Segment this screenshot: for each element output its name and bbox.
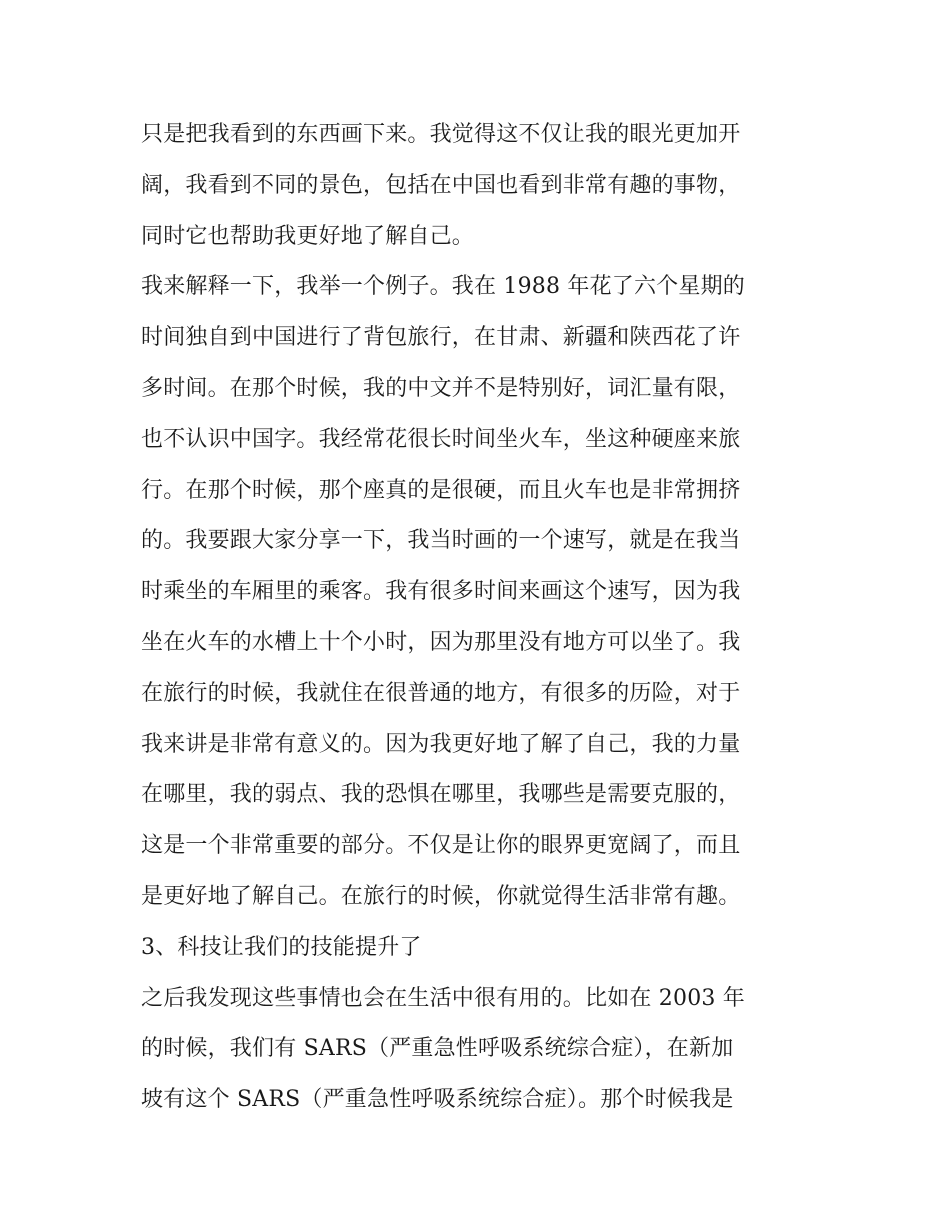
text-line: 这是一个非常重要的部分。不仅是让你的眼界更宽阔了，而且 [141, 833, 741, 859]
text-line: 我来解释一下，我举一个例子。我在 1988 年花了六个星期的 [141, 274, 745, 300]
section-heading: 3、科技让我们的技能提升了 [141, 934, 422, 960]
text-line: 之后我发现这些事情也会在生活中很有用的。比如在 2003 年 [141, 985, 745, 1011]
text-line: 阔，我看到不同的景色，包括在中国也看到非常有趣的事物， [141, 172, 741, 198]
text-line: 在旅行的时候，我就住在很普通的地方，有很多的历险，对于 [141, 680, 741, 706]
text-line: 多时间。在那个时候，我的中文并不是特别好，词汇量有限， [141, 375, 741, 401]
text-line: 的。我要跟大家分享一下，我当时画的一个速写，就是在我当 [141, 528, 741, 554]
text-line: 时乘坐的车厢里的乘客。我有很多时间来画这个速写，因为我 [141, 579, 741, 605]
body-text [141, 110, 821, 1126]
text-line: 行。在那个时候，那个座真的是很硬，而且火车也是非常拥挤 [141, 477, 741, 503]
text-line: 也不认识中国字。我经常花很长时间坐火车，坐这种硬座来旅 [141, 426, 741, 452]
text-line: 同时它也帮助我更好地了解自己。 [141, 223, 475, 249]
text-line: 时间独自到中国进行了背包旅行，在甘肃、新疆和陕西花了许 [141, 325, 741, 351]
text-line: 我来讲是非常有意义的。因为我更好地了解了自己，我的力量 [141, 731, 741, 757]
text-line: 只是把我看到的东西画下来。我觉得这不仅让我的眼光更加开 [141, 122, 741, 147]
text-line: 坡有这个 SARS（严重急性呼吸系统综合症）。那个时候我是 [141, 1087, 734, 1113]
text-line: 坐在火车的水槽上十个小时，因为那里没有地方可以坐了。我 [141, 629, 741, 655]
text-line: 的时候，我们有 SARS（严重急性呼吸系统综合症），在新加 [141, 1036, 734, 1062]
text-line: 在哪里，我的弱点、我的恐惧在哪里，我哪些是需要克服的， [141, 782, 741, 808]
text-line: 是更好地了解自己。在旅行的时候，你就觉得生活非常有趣。 [141, 883, 741, 909]
